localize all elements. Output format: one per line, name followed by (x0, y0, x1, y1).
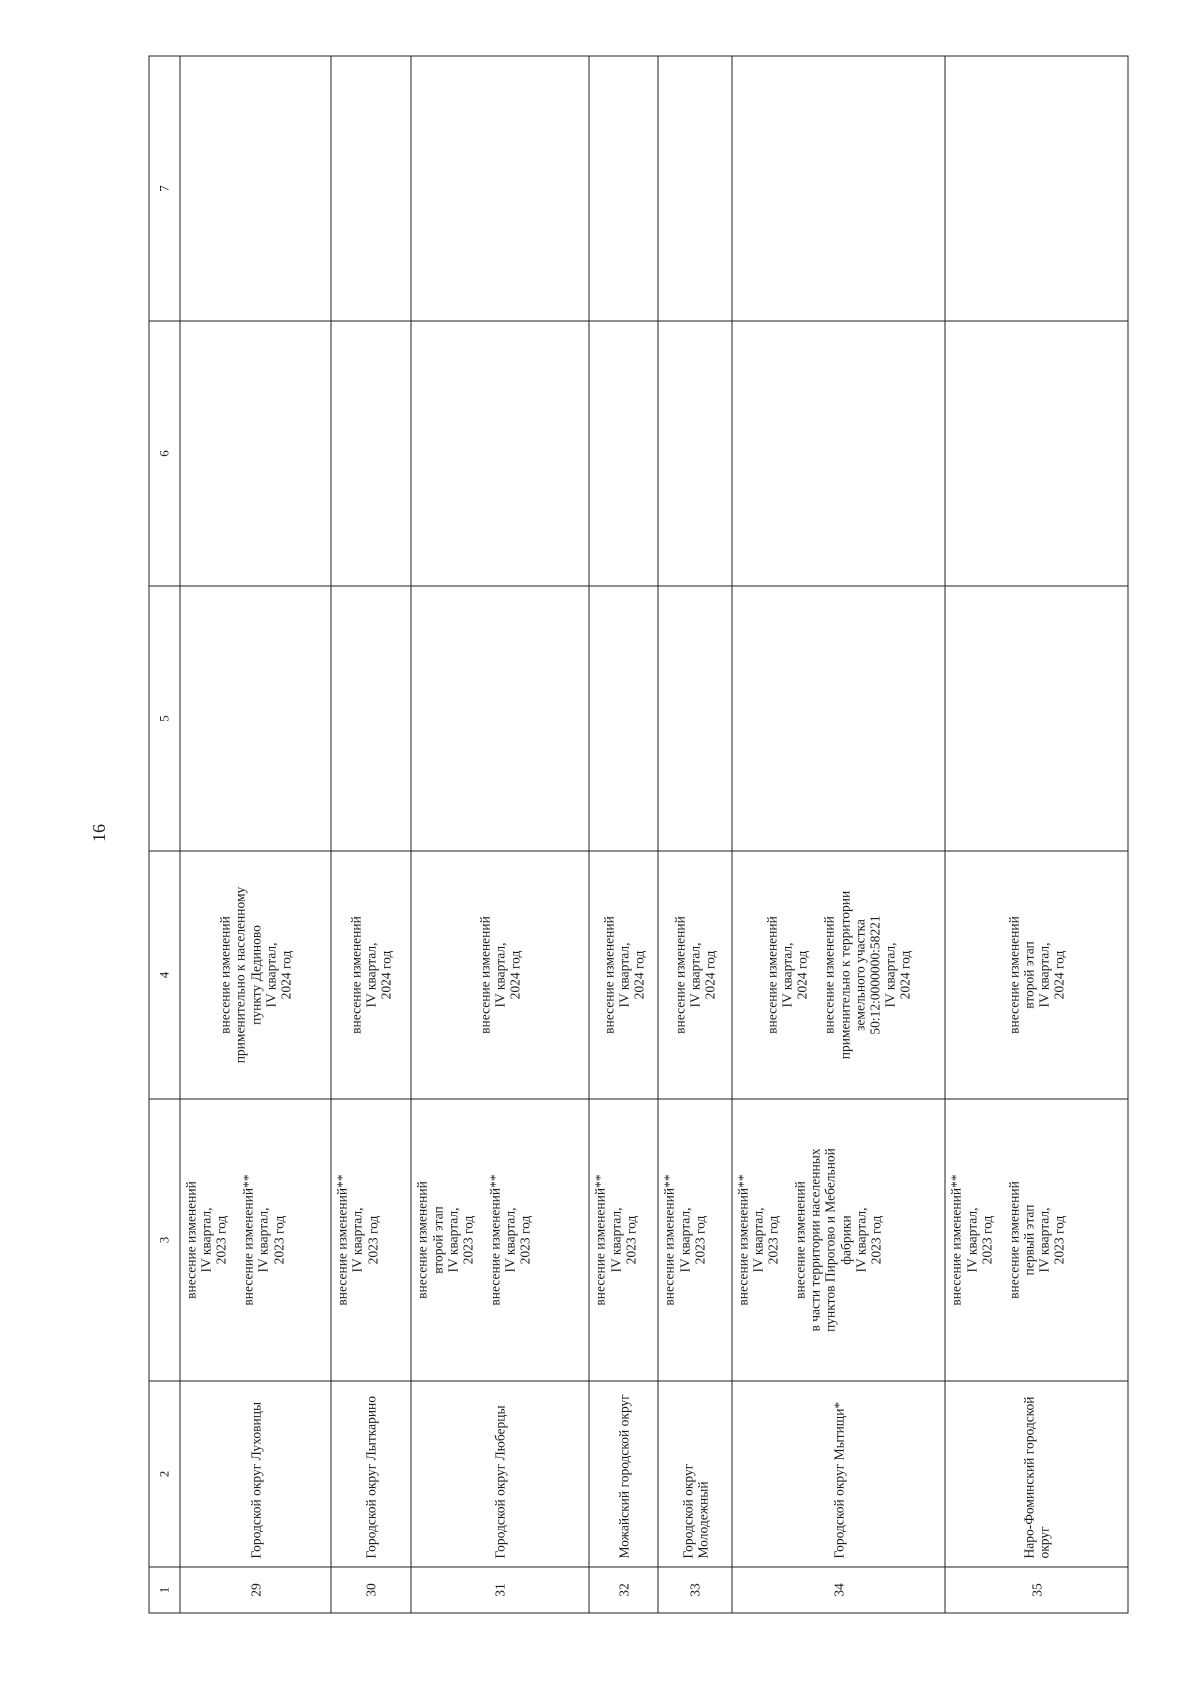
municipality-name (180, 1381, 331, 1567)
row-number (411, 1567, 589, 1613)
table-row (180, 56, 331, 1613)
header-col-2: 2 (149, 1381, 180, 1567)
col3-entries (945, 1099, 1128, 1381)
row-number-text: 30 (363, 1582, 379, 1597)
entry-gap (475, 1105, 487, 1374)
header-col-4: 4 (149, 851, 180, 1099)
col7-cell (180, 56, 331, 321)
col7-cell (945, 56, 1128, 321)
schedule-entry: внесение изменений применительно к территории земельного участка 50:12:0000000:58221 IV квартал, 2024 год (821, 890, 913, 1059)
entry-gap (994, 1105, 1006, 1374)
header-col-3: 3 (149, 1099, 180, 1381)
table-row (731, 56, 945, 1613)
row-number (589, 1567, 658, 1613)
row-number (331, 1567, 411, 1613)
col5-cell (731, 586, 945, 851)
table-row (658, 56, 731, 1613)
municipality-name (945, 1381, 1128, 1567)
municipality-name-text: Городской округ Луховицы (247, 1401, 263, 1558)
schedule-entry: внесение изменений IV квартал, 2024 год (348, 915, 394, 1034)
schedule-entry: внесение изменений IV квартал, 2024 год (477, 915, 523, 1034)
page-number: 16 (89, 824, 109, 842)
row-number-text: 31 (492, 1582, 508, 1597)
col6-cell (411, 321, 589, 586)
col7-cell (731, 56, 945, 321)
table-row (331, 56, 411, 1613)
municipality-name (658, 1381, 731, 1567)
row-number (180, 1567, 331, 1613)
col4-entries (331, 851, 411, 1099)
municipality-name-text: Городской округ Молодежный (679, 1463, 710, 1558)
municipality-name-text: Городской округ Люберцы (492, 1404, 508, 1558)
schedule-entry: внесение изменений первый этап IV квартал, 2023 год (1005, 1180, 1067, 1299)
municipality-name (589, 1381, 658, 1567)
col5-cell (589, 586, 658, 851)
municipality-name (731, 1381, 945, 1567)
col6-cell (945, 321, 1128, 586)
col6-cell (658, 321, 731, 586)
row-number-text: 34 (830, 1582, 846, 1597)
entry-gap (228, 1105, 240, 1374)
col6-cell (589, 321, 658, 586)
col5-cell (945, 586, 1128, 851)
row-number (945, 1567, 1128, 1613)
col3-entries (331, 1099, 411, 1381)
municipality-name (411, 1381, 589, 1567)
municipality-name-text: Можайский городской округ (615, 1393, 631, 1558)
entry-gap (780, 1105, 792, 1374)
schedule-entry: внесение изменений** IV квартал, 2023 год (334, 1173, 380, 1306)
table-row (411, 56, 589, 1613)
col4-entries (731, 851, 945, 1099)
table-row (589, 56, 658, 1613)
row-number-text: 29 (247, 1582, 263, 1597)
col5-cell (331, 586, 411, 851)
row-number (731, 1567, 945, 1613)
col4-entries (180, 851, 331, 1099)
schedule-entry: внесение изменений IV квартал, 2024 год (600, 915, 646, 1034)
col5-cell (411, 586, 589, 851)
row-number (658, 1567, 731, 1613)
col6-cell (180, 321, 331, 586)
municipality-name-text: Городской округ Лыткарино (363, 1395, 379, 1558)
plan-table-container (148, 56, 1128, 1613)
header-col-6: 6 (149, 321, 180, 586)
schedule-entry: внесение изменений IV квартал, 2024 год (764, 915, 810, 1034)
col4-entries (589, 851, 658, 1099)
table-body (180, 56, 1128, 1613)
col3-entries (411, 1099, 589, 1381)
table-row (945, 56, 1128, 1613)
col3-entries (658, 1099, 731, 1381)
schedule-entry: внесение изменений IV квартал, 2023 год (183, 1180, 229, 1299)
schedule-entry: внесение изменений** IV квартал, 2023 год (240, 1173, 286, 1306)
col4-entries (411, 851, 589, 1099)
schedule-entry: внесение изменений** IV квартал, 2023 год (948, 1173, 994, 1306)
schedule-entry: внесение изменений второй этап IV квартал, 2023 год (414, 1180, 475, 1299)
col7-cell (411, 56, 589, 321)
col5-cell (658, 586, 731, 851)
schedule-entry: внесение изменений применительно к населенному пункту Дединово IV квартал, 2024 год (217, 886, 293, 1063)
header-col-5: 5 (149, 586, 180, 851)
municipality-name-text: Наро-Фоминский городской округ (1021, 1395, 1052, 1558)
col7-cell (658, 56, 731, 321)
col3-entries (731, 1099, 945, 1381)
schedule-entry: внесение изменений IV квартал, 2024 год (671, 915, 718, 1034)
col3-entries (589, 1099, 658, 1381)
row-number-text: 35 (1028, 1582, 1044, 1597)
schedule-entry: внесение изменений** IV квартал, 2023 год (734, 1173, 781, 1306)
col5-cell (180, 586, 331, 851)
row-number-text: 32 (615, 1582, 631, 1597)
schedule-entry: внесение изменений** IV квартал, 2023 год (592, 1173, 638, 1306)
col6-cell (731, 321, 945, 586)
schedule-entry: внесение изменений** IV квартал, 2023 год (661, 1173, 707, 1306)
header-row (149, 56, 180, 1613)
col7-cell (331, 56, 411, 321)
col4-entries (945, 851, 1128, 1099)
municipality-name (331, 1381, 411, 1567)
col7-cell (589, 56, 658, 321)
municipality-name-text: Городской округ Мытищи* (830, 1401, 846, 1558)
col3-entries (180, 1099, 331, 1381)
header-col-7: 7 (149, 56, 180, 321)
entry-gap (809, 857, 821, 1092)
plan-table-rotated (148, 56, 1128, 1613)
col6-cell (331, 321, 411, 586)
col4-entries (658, 851, 731, 1099)
header-col-1: 1 (149, 1567, 180, 1613)
row-number-text: 33 (687, 1582, 703, 1597)
schedule-entry: внесение изменений в части территории населенных пунктов Пирогово и Мебельной фабрики IV квартал, 2023 год (792, 1147, 883, 1332)
schedule-entry: внесение изменений** IV квартал, 2023 год (486, 1173, 533, 1306)
plan-table (148, 55, 1128, 1613)
schedule-entry: внесение изменений второй этап IV квартал, 2024 год (1006, 915, 1067, 1034)
